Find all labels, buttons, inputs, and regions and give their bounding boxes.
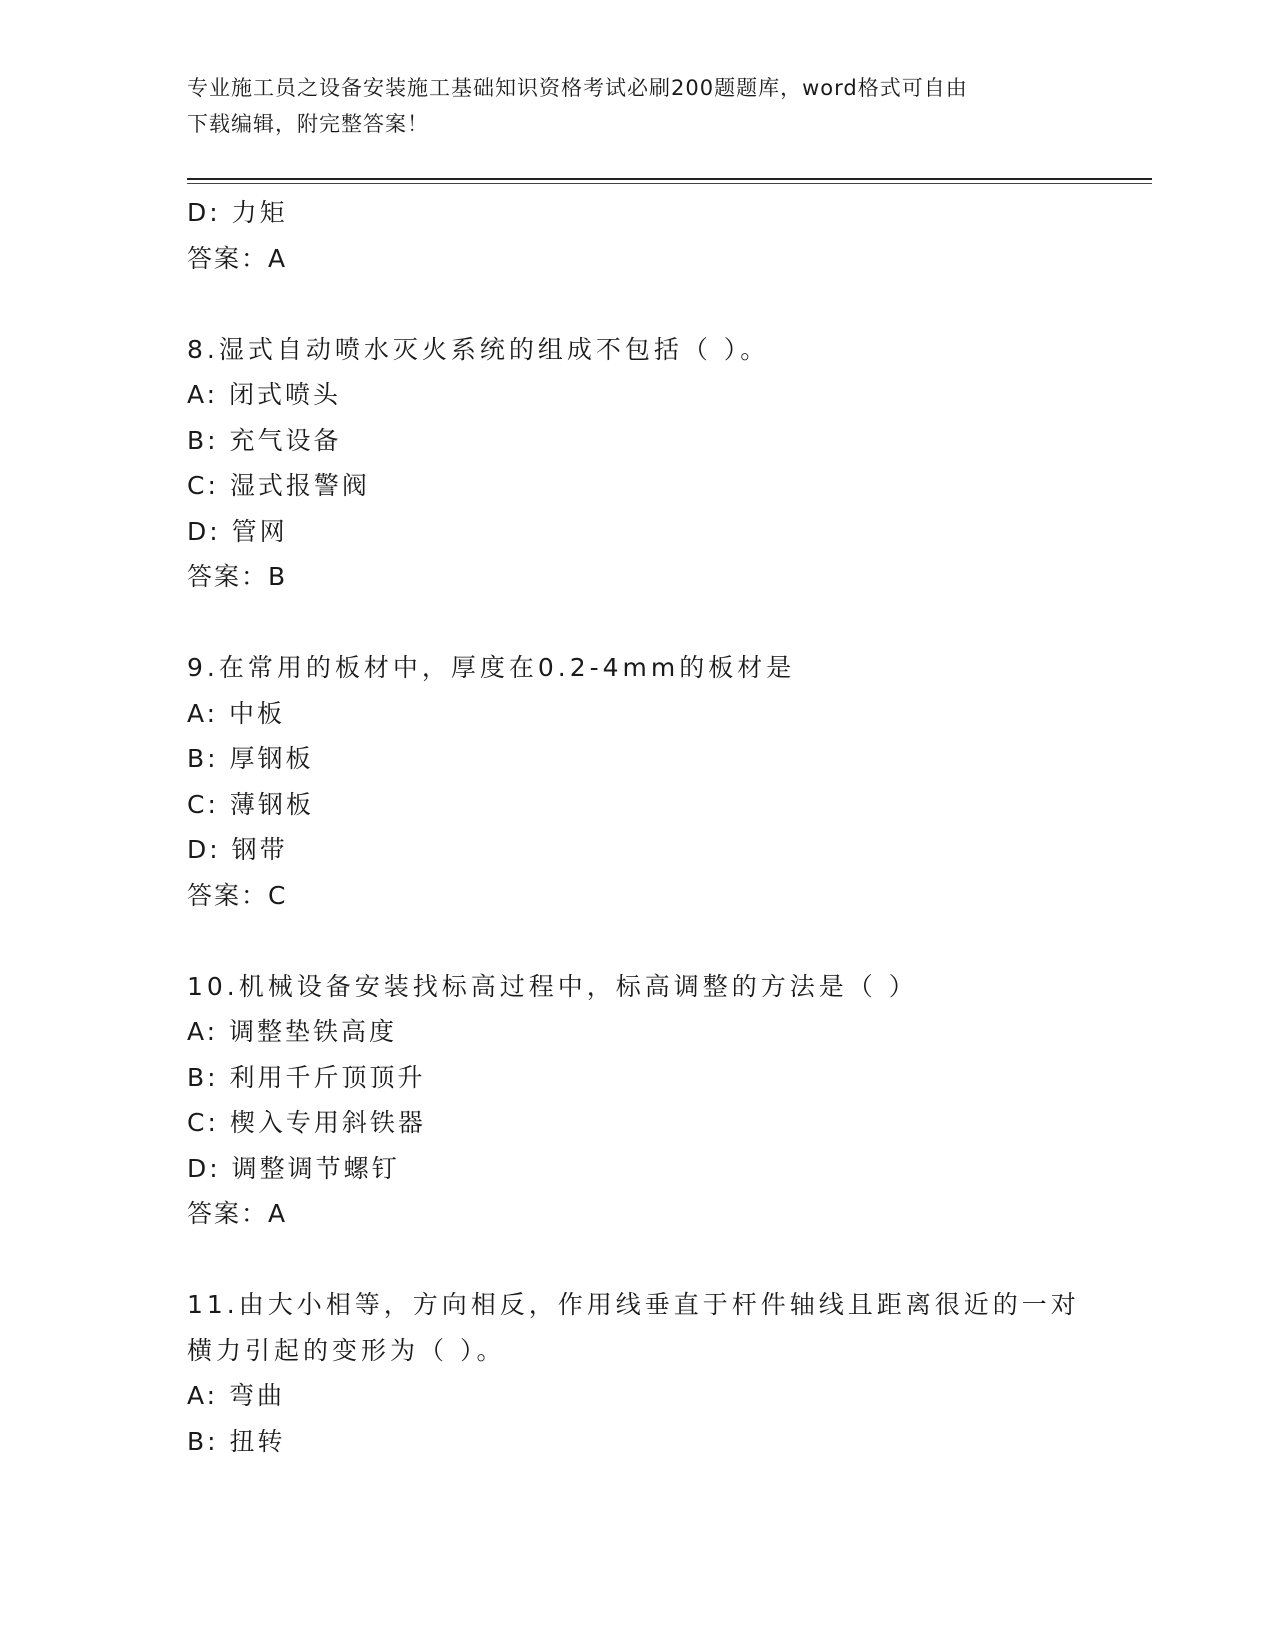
answer-line: 答案：A: [187, 243, 288, 273]
option-a: A: 闭式喷头: [187, 380, 342, 409]
question-stem: 9.在常用的板材中，厚度在0.2-4mm的板材是: [187, 653, 796, 682]
option-b: B: 充气设备: [187, 425, 342, 455]
option-b: B: 厚钢板: [187, 744, 314, 773]
option-c: C: 楔入专用斜铁器: [187, 1108, 426, 1137]
option-b: B: 利用千斤顶顶升: [187, 1062, 426, 1092]
option-b: B: 扭转: [187, 1426, 286, 1456]
spacer: [187, 281, 1147, 327]
answer-line: 答案：C: [187, 880, 288, 910]
option-a: A: 调整垫铁高度: [187, 1017, 398, 1046]
option-a: A: 中板: [187, 698, 286, 728]
document-header: [187, 70, 1067, 142]
question-stem: 10.机械设备安装找标高过程中，标高调整的方法是（ ）: [187, 971, 918, 1001]
header-rule-top: [187, 178, 1152, 180]
header-line-2: 下载编辑，附完整答案！: [187, 112, 429, 136]
spacer: [187, 1237, 1147, 1283]
question-10: [187, 964, 1147, 1237]
option-c: C: 薄钢板: [187, 789, 314, 819]
option-c: C: 湿式报警阀: [187, 471, 370, 500]
spacer: [187, 918, 1147, 964]
header-line-1: 专业施工员之设备安装施工基础知识资格考试必刷200题题库，word格式可自由: [187, 76, 968, 100]
answer-line: 答案：A: [187, 1199, 288, 1228]
question-stem-line-1: 11.由大小相等，方向相反，作用线垂直于杆件轴线且距离很近的一对: [187, 1290, 1080, 1319]
option-d: D: 钢带: [187, 835, 288, 864]
question-9: [187, 645, 1147, 918]
question-stem: 8.湿式自动喷水灭火系统的组成不包括（ ）。: [187, 334, 770, 364]
question-8: [187, 327, 1147, 600]
option-d: D: 管网: [187, 516, 288, 546]
question-list: [187, 190, 1147, 1464]
header-rule-bottom: [187, 183, 1152, 184]
option-d: D: 调整调节螺钉: [187, 1153, 400, 1183]
option-a: A: 弯曲: [187, 1381, 286, 1410]
spacer: [187, 600, 1147, 646]
answer-line: 答案：B: [187, 562, 288, 591]
question-11: [187, 1282, 1147, 1464]
option-d: D: 力矩: [187, 198, 288, 227]
question-stem-line-2: 横力引起的变形为（ ）。: [187, 1335, 506, 1365]
